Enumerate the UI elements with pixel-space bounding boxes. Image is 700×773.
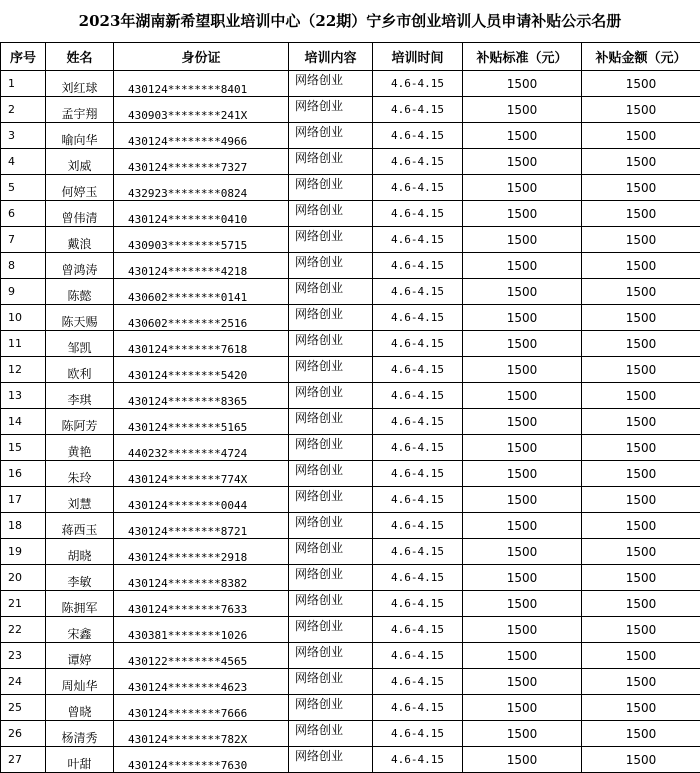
id-number: 430124********8721 bbox=[114, 513, 289, 539]
standard: 1500 bbox=[463, 71, 582, 97]
amount: 1500 bbox=[582, 487, 700, 513]
row-index: 26 bbox=[1, 721, 46, 747]
period: 4.6-4.15 bbox=[373, 227, 463, 253]
person-name: 曾伟清 bbox=[46, 201, 114, 227]
course: 网络创业 bbox=[289, 149, 373, 175]
standard: 1500 bbox=[463, 669, 582, 695]
standard: 1500 bbox=[463, 747, 582, 773]
period: 4.6-4.15 bbox=[373, 565, 463, 591]
id-number: 430124********7327 bbox=[114, 149, 289, 175]
table-row bbox=[1, 513, 700, 539]
period: 4.6-4.15 bbox=[373, 513, 463, 539]
period: 4.6-4.15 bbox=[373, 591, 463, 617]
person-name: 谭婷 bbox=[46, 643, 114, 669]
person-name: 欧利 bbox=[46, 357, 114, 383]
course: 网络创业 bbox=[289, 97, 373, 123]
row-index: 9 bbox=[1, 279, 46, 305]
row-index: 21 bbox=[1, 591, 46, 617]
person-name: 曾鸿涛 bbox=[46, 253, 114, 279]
table-row bbox=[1, 747, 700, 773]
period: 4.6-4.15 bbox=[373, 409, 463, 435]
table-row bbox=[1, 643, 700, 669]
person-name: 蒋西玉 bbox=[46, 513, 114, 539]
row-index: 27 bbox=[1, 747, 46, 773]
person-name: 李琪 bbox=[46, 383, 114, 409]
table-row bbox=[1, 305, 700, 331]
table-row bbox=[1, 357, 700, 383]
table-row bbox=[1, 331, 700, 357]
person-name: 刘威 bbox=[46, 149, 114, 175]
id-number: 430381********1026 bbox=[114, 617, 289, 643]
table-row bbox=[1, 461, 700, 487]
table-row bbox=[1, 409, 700, 435]
table-row bbox=[1, 669, 700, 695]
table-row bbox=[1, 617, 700, 643]
header-period: 培训时间 bbox=[373, 43, 463, 71]
person-name: 朱玲 bbox=[46, 461, 114, 487]
amount: 1500 bbox=[582, 71, 700, 97]
id-number: 430124********4623 bbox=[114, 669, 289, 695]
id-number: 430124********2918 bbox=[114, 539, 289, 565]
person-name: 宋鑫 bbox=[46, 617, 114, 643]
course: 网络创业 bbox=[289, 695, 373, 721]
amount: 1500 bbox=[582, 617, 700, 643]
row-index: 13 bbox=[1, 383, 46, 409]
id-number: 430124********0044 bbox=[114, 487, 289, 513]
row-index: 16 bbox=[1, 461, 46, 487]
course: 网络创业 bbox=[289, 747, 373, 773]
header-course: 培训内容 bbox=[289, 43, 373, 71]
row-index: 10 bbox=[1, 305, 46, 331]
period: 4.6-4.15 bbox=[373, 201, 463, 227]
period: 4.6-4.15 bbox=[373, 253, 463, 279]
table-row bbox=[1, 383, 700, 409]
course: 网络创业 bbox=[289, 565, 373, 591]
period: 4.6-4.15 bbox=[373, 71, 463, 97]
standard: 1500 bbox=[463, 435, 582, 461]
id-number: 430124********5165 bbox=[114, 409, 289, 435]
person-name: 叶甜 bbox=[46, 747, 114, 773]
period: 4.6-4.15 bbox=[373, 331, 463, 357]
row-index: 15 bbox=[1, 435, 46, 461]
id-number: 430124********774X bbox=[114, 461, 289, 487]
course: 网络创业 bbox=[289, 357, 373, 383]
person-name: 邹凯 bbox=[46, 331, 114, 357]
id-number: 430124********5420 bbox=[114, 357, 289, 383]
id-number: 430124********4218 bbox=[114, 253, 289, 279]
period: 4.6-4.15 bbox=[373, 305, 463, 331]
course: 网络创业 bbox=[289, 539, 373, 565]
period: 4.6-4.15 bbox=[373, 695, 463, 721]
amount: 1500 bbox=[582, 669, 700, 695]
amount: 1500 bbox=[582, 279, 700, 305]
amount: 1500 bbox=[582, 435, 700, 461]
person-name: 杨清秀 bbox=[46, 721, 114, 747]
course: 网络创业 bbox=[289, 409, 373, 435]
standard: 1500 bbox=[463, 643, 582, 669]
row-index: 1 bbox=[1, 71, 46, 97]
amount: 1500 bbox=[582, 383, 700, 409]
course: 网络创业 bbox=[289, 71, 373, 97]
table-row bbox=[1, 695, 700, 721]
table-row bbox=[1, 175, 700, 201]
row-index: 4 bbox=[1, 149, 46, 175]
standard: 1500 bbox=[463, 513, 582, 539]
course: 网络创业 bbox=[289, 591, 373, 617]
id-number: 430124********4966 bbox=[114, 123, 289, 149]
course: 网络创业 bbox=[289, 617, 373, 643]
amount: 1500 bbox=[582, 643, 700, 669]
row-index: 2 bbox=[1, 97, 46, 123]
course: 网络创业 bbox=[289, 721, 373, 747]
amount: 1500 bbox=[582, 227, 700, 253]
row-index: 7 bbox=[1, 227, 46, 253]
amount: 1500 bbox=[582, 97, 700, 123]
person-name: 喻向华 bbox=[46, 123, 114, 149]
period: 4.6-4.15 bbox=[373, 123, 463, 149]
table-row bbox=[1, 539, 700, 565]
table-row bbox=[1, 227, 700, 253]
table-row bbox=[1, 71, 700, 97]
course: 网络创业 bbox=[289, 253, 373, 279]
standard: 1500 bbox=[463, 331, 582, 357]
course: 网络创业 bbox=[289, 643, 373, 669]
standard: 1500 bbox=[463, 175, 582, 201]
period: 4.6-4.15 bbox=[373, 383, 463, 409]
course: 网络创业 bbox=[289, 435, 373, 461]
course: 网络创业 bbox=[289, 305, 373, 331]
standard: 1500 bbox=[463, 487, 582, 513]
row-index: 23 bbox=[1, 643, 46, 669]
row-index: 17 bbox=[1, 487, 46, 513]
table-row bbox=[1, 201, 700, 227]
period: 4.6-4.15 bbox=[373, 487, 463, 513]
table-row bbox=[1, 565, 700, 591]
amount: 1500 bbox=[582, 357, 700, 383]
table-row bbox=[1, 149, 700, 175]
id-number: 430903********241X bbox=[114, 97, 289, 123]
period: 4.6-4.15 bbox=[373, 539, 463, 565]
person-name: 周灿华 bbox=[46, 669, 114, 695]
course: 网络创业 bbox=[289, 513, 373, 539]
person-name: 黄艳 bbox=[46, 435, 114, 461]
amount: 1500 bbox=[582, 513, 700, 539]
id-number: 430602********0141 bbox=[114, 279, 289, 305]
period: 4.6-4.15 bbox=[373, 435, 463, 461]
amount: 1500 bbox=[582, 123, 700, 149]
amount: 1500 bbox=[582, 409, 700, 435]
period: 4.6-4.15 bbox=[373, 747, 463, 773]
row-index: 18 bbox=[1, 513, 46, 539]
course: 网络创业 bbox=[289, 201, 373, 227]
id-number: 430903********5715 bbox=[114, 227, 289, 253]
course: 网络创业 bbox=[289, 669, 373, 695]
amount: 1500 bbox=[582, 747, 700, 773]
person-name: 刘慧 bbox=[46, 487, 114, 513]
amount: 1500 bbox=[582, 175, 700, 201]
person-name: 刘红球 bbox=[46, 71, 114, 97]
header-standard: 补贴标准（元） bbox=[463, 43, 582, 71]
amount: 1500 bbox=[582, 591, 700, 617]
subsidy-table bbox=[0, 42, 700, 773]
standard: 1500 bbox=[463, 461, 582, 487]
row-index: 3 bbox=[1, 123, 46, 149]
row-index: 20 bbox=[1, 565, 46, 591]
row-index: 5 bbox=[1, 175, 46, 201]
course: 网络创业 bbox=[289, 123, 373, 149]
standard: 1500 bbox=[463, 305, 582, 331]
period: 4.6-4.15 bbox=[373, 279, 463, 305]
course: 网络创业 bbox=[289, 461, 373, 487]
person-name: 陈懿 bbox=[46, 279, 114, 305]
period: 4.6-4.15 bbox=[373, 617, 463, 643]
header-name: 姓名 bbox=[46, 43, 114, 71]
id-number: 430124********7666 bbox=[114, 695, 289, 721]
standard: 1500 bbox=[463, 279, 582, 305]
row-index: 6 bbox=[1, 201, 46, 227]
id-number: 430124********8365 bbox=[114, 383, 289, 409]
row-index: 24 bbox=[1, 669, 46, 695]
person-name: 曾晓 bbox=[46, 695, 114, 721]
standard: 1500 bbox=[463, 565, 582, 591]
id-number: 440232********4724 bbox=[114, 435, 289, 461]
amount: 1500 bbox=[582, 305, 700, 331]
person-name: 陈阿芳 bbox=[46, 409, 114, 435]
table-row bbox=[1, 487, 700, 513]
standard: 1500 bbox=[463, 201, 582, 227]
standard: 1500 bbox=[463, 695, 582, 721]
amount: 1500 bbox=[582, 565, 700, 591]
id-number: 430124********8382 bbox=[114, 565, 289, 591]
table-row bbox=[1, 97, 700, 123]
standard: 1500 bbox=[463, 227, 582, 253]
standard: 1500 bbox=[463, 253, 582, 279]
row-index: 25 bbox=[1, 695, 46, 721]
course: 网络创业 bbox=[289, 175, 373, 201]
course: 网络创业 bbox=[289, 383, 373, 409]
row-index: 11 bbox=[1, 331, 46, 357]
person-name: 李敏 bbox=[46, 565, 114, 591]
standard: 1500 bbox=[463, 409, 582, 435]
amount: 1500 bbox=[582, 461, 700, 487]
period: 4.6-4.15 bbox=[373, 461, 463, 487]
period: 4.6-4.15 bbox=[373, 669, 463, 695]
row-index: 22 bbox=[1, 617, 46, 643]
header-amount: 补贴金额（元） bbox=[582, 43, 700, 71]
person-name: 戴浪 bbox=[46, 227, 114, 253]
person-name: 孟宇翔 bbox=[46, 97, 114, 123]
course: 网络创业 bbox=[289, 331, 373, 357]
header-index: 序号 bbox=[1, 43, 46, 71]
id-number: 430124********7618 bbox=[114, 331, 289, 357]
person-name: 陈天赐 bbox=[46, 305, 114, 331]
id-number: 430124********0410 bbox=[114, 201, 289, 227]
standard: 1500 bbox=[463, 721, 582, 747]
amount: 1500 bbox=[582, 721, 700, 747]
course: 网络创业 bbox=[289, 227, 373, 253]
table-row bbox=[1, 721, 700, 747]
standard: 1500 bbox=[463, 539, 582, 565]
header-id-card: 身份证 bbox=[114, 43, 289, 71]
standard: 1500 bbox=[463, 591, 582, 617]
amount: 1500 bbox=[582, 253, 700, 279]
standard: 1500 bbox=[463, 383, 582, 409]
amount: 1500 bbox=[582, 331, 700, 357]
period: 4.6-4.15 bbox=[373, 357, 463, 383]
person-name: 陈拥军 bbox=[46, 591, 114, 617]
row-index: 8 bbox=[1, 253, 46, 279]
table-row bbox=[1, 591, 700, 617]
table-row bbox=[1, 123, 700, 149]
period: 4.6-4.15 bbox=[373, 175, 463, 201]
id-number: 430124********782X bbox=[114, 721, 289, 747]
standard: 1500 bbox=[463, 97, 582, 123]
person-name: 胡晓 bbox=[46, 539, 114, 565]
course: 网络创业 bbox=[289, 279, 373, 305]
person-name: 何婷玉 bbox=[46, 175, 114, 201]
standard: 1500 bbox=[463, 149, 582, 175]
id-number: 430124********8401 bbox=[114, 71, 289, 97]
table-row bbox=[1, 253, 700, 279]
id-number: 430122********4565 bbox=[114, 643, 289, 669]
id-number: 430602********2516 bbox=[114, 305, 289, 331]
standard: 1500 bbox=[463, 617, 582, 643]
header-row bbox=[1, 43, 700, 71]
period: 4.6-4.15 bbox=[373, 721, 463, 747]
row-index: 12 bbox=[1, 357, 46, 383]
id-number: 432923********0824 bbox=[114, 175, 289, 201]
row-index: 14 bbox=[1, 409, 46, 435]
amount: 1500 bbox=[582, 149, 700, 175]
amount: 1500 bbox=[582, 695, 700, 721]
standard: 1500 bbox=[463, 123, 582, 149]
course: 网络创业 bbox=[289, 487, 373, 513]
amount: 1500 bbox=[582, 539, 700, 565]
row-index: 19 bbox=[1, 539, 46, 565]
id-number: 430124********7630 bbox=[114, 747, 289, 773]
table-row bbox=[1, 435, 700, 461]
amount: 1500 bbox=[582, 201, 700, 227]
table-row bbox=[1, 279, 700, 305]
period: 4.6-4.15 bbox=[373, 97, 463, 123]
page-title: 2023年湖南新希望职业培训中心（22期）宁乡市创业培训人员申请补贴公示名册 bbox=[0, 0, 700, 42]
id-number: 430124********7633 bbox=[114, 591, 289, 617]
standard: 1500 bbox=[463, 357, 582, 383]
period: 4.6-4.15 bbox=[373, 643, 463, 669]
period: 4.6-4.15 bbox=[373, 149, 463, 175]
